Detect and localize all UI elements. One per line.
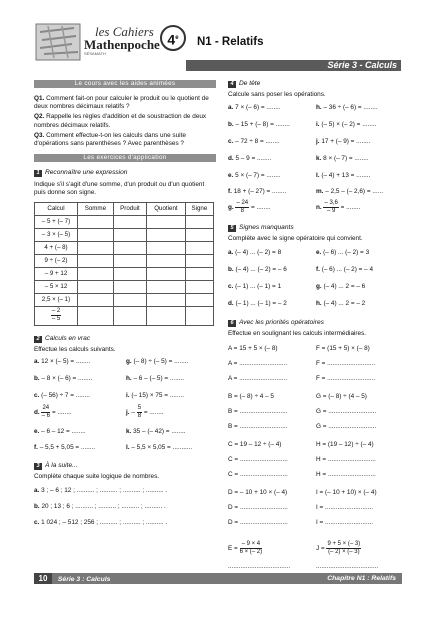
ex3-item-a: a. 3 ; – 6 ; 12 ; .......... ; .......... ; .......... ; .......... . (34, 487, 168, 495)
ex1-table (34, 202, 214, 326)
ex4-item: a. 7 × (– 6) = ........ (228, 104, 281, 112)
ex3-instruction: Complète chaque suite logique de nombres. (34, 472, 160, 480)
table-row: 9 ÷ (– 2) (35, 254, 214, 267)
ex2-item: h. – 6 – (– 5) = ........ (126, 374, 185, 382)
ex2-item: c. (– 56) ÷ 7 = ........ (34, 391, 90, 399)
ex2-item-d: d. $\frac{24}{- 6}$ = ........ (34, 404, 72, 419)
ex2-grid (34, 358, 216, 456)
ex4-grid (228, 104, 404, 214)
ex6-grid (228, 345, 404, 545)
ex5-item: d. (– 1) ... (– 1) = – 2 (228, 300, 287, 308)
series-bar: Série 3 - Calculs (186, 60, 401, 71)
col-header: Quotient (147, 202, 186, 215)
ex6-answer-line: ................................... (316, 562, 379, 570)
ex6-line: D = ........................... (228, 503, 288, 511)
ex2-item: f. – 5,5 + 5,05 = ........ (34, 443, 96, 451)
ex6-fractions (228, 540, 404, 595)
ex2-item: l. – 5,5 × 5,05 = ........... (126, 443, 193, 451)
ex4-item: c. – 72 ÷ 8 = ........ (228, 138, 280, 146)
right-column (228, 80, 404, 595)
col-header: Somme (78, 202, 114, 215)
ex5-item: g. (– 4) ... 2 = – 6 (316, 283, 366, 291)
ex2-item: k. 35 – (– 42) = ........ (126, 427, 186, 435)
ex2-item: b. – 8 × (– 6) = ........ (34, 374, 93, 382)
logo-top-text: les Cahiers (95, 24, 154, 39)
ex5-item: e. (– 6) ... (– 2) = 3 (316, 249, 370, 257)
ex6-line: H = (19 – 12) ÷ (– 4) (316, 440, 374, 448)
ex6-line: G = (– 8) ÷ (4 – 5) (316, 392, 367, 400)
ex6-line: F = ........................... (316, 374, 376, 382)
table-row: 4 + (– 8) (35, 241, 214, 254)
ex4-item: i. (– 5) × (– 2) = ........ (316, 121, 377, 129)
ex6-line: I = (– 10 + 10) × (– 4) (316, 488, 377, 496)
ex6-line: A = 15 + 5 × (– 8) (228, 344, 278, 352)
ex3-item-c: c. 1 024 ; – 512 ; 256 ; .......... ; .......... ; .......... . (34, 519, 168, 527)
ex6-line: A = ........................... (228, 374, 288, 382)
footer-left: Série 3 : Calculs (57, 576, 111, 583)
question-1: Q1. Comment fait-on pour calculer le produit ou le quotient de deux nombres décimaux relatifs ? (34, 95, 209, 111)
ex6-line: D = – 10 + 10 × (– 4) (228, 488, 288, 496)
table-row: – 3 × (– 5) (35, 228, 214, 241)
ex5-grid (228, 249, 404, 311)
ex4-item: f. 18 + (– 27) = ........ (228, 188, 287, 196)
ex5-item: a. (– 4) ... (– 2) = 8 (228, 249, 282, 257)
ex4-title: 4 De tête (228, 80, 404, 88)
ex4-item: j. 17 + (– 9) = ........ (316, 138, 371, 146)
question-3: Q3. Comment effectue-t-on les calculs dans une suite d'opérations sans parenthèses ? Avec parenthèses ? (34, 131, 186, 148)
ex2-item: g. (– 8) ÷ (– 5) = ........ (126, 357, 189, 365)
logo-main-text: Mathenpoche (84, 37, 160, 52)
ex6-title: 6 Avec les priorités opératoires (228, 319, 404, 327)
ex4-item: h. – 36 ÷ (– 6) = ........ (316, 104, 378, 112)
ex1-title: 1 Reconnaître une expression (34, 169, 216, 177)
ex6-line: A = ........................... (228, 359, 288, 367)
ex6-line: G = ........................... (316, 422, 377, 430)
ex1-instruction: Indique s'il s'agit d'une somme, d'un produit ou d'un quotient puis donne son signe. (34, 181, 205, 197)
ex6-item-e: E = $\frac{- 9 \times 4}{6 \times (- 2)}$ (228, 540, 263, 555)
ex5-item: h. (– 4) ... 2 = – 2 (316, 300, 366, 308)
ex2-instruction: Effectue les calculs suivants. (34, 345, 116, 353)
ex4-item: d. 5 – 9 = ........ (228, 155, 272, 163)
ex2-item: i. (– 15) × 75 = ........ (126, 391, 184, 399)
table-row: – 5 + (– 7) (35, 215, 214, 228)
page-number: 10 (34, 573, 52, 584)
ex3-title: 3 À la suite... (34, 462, 216, 470)
ex6-answer-line: ................................... (228, 562, 291, 570)
table-row: 2,5 × (– 1) (35, 293, 214, 306)
ex5-instruction: Complète avec le signe opératoire qui convient. (228, 235, 363, 243)
ex6-line: B = (– 8) ÷ 4 – 5 (228, 392, 274, 400)
ex5-item: b. (– 4) ... (– 2) = – 6 (228, 266, 287, 274)
ex6-line: C = ........................... (228, 470, 288, 478)
table-row: – 9 + 12 (35, 267, 214, 280)
ex6-line: C = 19 – 12 ÷ (– 4) (228, 440, 282, 448)
ex4-instruction: Calcule sans poser les opérations. (228, 91, 326, 98)
ex4-item: l. (– 4) + 13 = ........ (316, 172, 371, 180)
ex4-item-g: g. $\frac{- 24}{8}$ = ........ (228, 200, 271, 215)
ex6-line: I = ........................... (316, 518, 373, 526)
ex5-item: f. (– 6) ... (– 2) = – 4 (316, 266, 374, 274)
grade-badge: 4e (160, 25, 186, 51)
ex6-line: G = ........................... (316, 407, 377, 415)
ex6-line: H = ........................... (316, 455, 376, 463)
ex4-item: k. 8 × (– 7) = ........ (316, 155, 369, 163)
ex2-title: 2 Calculs en vrac (34, 335, 216, 343)
ex4-item-n: n. $\frac{- 3,6}{- 9}$ = ........ (316, 200, 361, 215)
fraction: $\frac{- 2}{- 5}$ (51, 308, 61, 323)
ex6-line: B = ........................... (228, 407, 288, 415)
ex4-item: m. – 2,5 – (– 2,6) = ...... (316, 188, 383, 196)
table-row: – 5 × 12 (35, 280, 214, 293)
table-row (35, 306, 214, 325)
footer-bar (34, 573, 402, 584)
ex6-line: B = ........................... (228, 422, 288, 430)
ex2-item: e. – 6 – 12 = ........ (34, 427, 86, 435)
ex6-line: D = ........................... (228, 518, 288, 526)
col-header: Calcul (35, 202, 78, 215)
col-header: Signe (185, 202, 213, 215)
left-column (34, 80, 216, 528)
ex6-line: F = (15 + 5) × (– 8) (316, 344, 370, 352)
ex6-line: I = ........................... (316, 503, 373, 511)
ex5-title: 5 Signes manquants (228, 224, 404, 232)
question-2: Q2. Rappelle les règles d'addition et de soustraction de deux nombres décimaux relatifs. (34, 113, 207, 129)
logo-sub-text: SÉSAMATH (84, 51, 106, 56)
ex4-item: e. 5 × (– 7) = ........ (228, 172, 281, 180)
ex6-line: F = ........................... (316, 359, 376, 367)
footer-right: Chapitre N1 : Relatifs (327, 575, 396, 582)
ex6-line: C = ........................... (228, 455, 288, 463)
ex4-item: b. – 15 + (– 8) = ........ (228, 121, 290, 129)
ex6-line: H = ........................... (316, 470, 376, 478)
col-header: Produit (113, 202, 146, 215)
course-heading: Le cours avec les aides animées (34, 80, 216, 88)
page-title: N1 - Relatifs (197, 36, 264, 48)
ex6-item-j: J = $\frac{9 + 5 \times (- 3)}{(- 2) \times (- 3)}$ (316, 540, 361, 555)
exercises-heading: Les exercices d'application (34, 154, 216, 162)
logo-book-icon (34, 22, 82, 62)
ex2-item-j: j. – $\frac{5}{8}$ = ........ (126, 404, 164, 419)
ex2-item: a. 12 × (– 5) = ........ (34, 357, 91, 365)
ex6-instruction: Effectue en soulignant les calculs intermédiaires. (228, 330, 367, 338)
ex3-item-b: b. 20 ; 13 ; 6 ; .......... ; .......... ; .......... ; .......... . (34, 503, 166, 511)
ex5-item: c. (– 1) ... (– 1) = 1 (228, 283, 282, 291)
